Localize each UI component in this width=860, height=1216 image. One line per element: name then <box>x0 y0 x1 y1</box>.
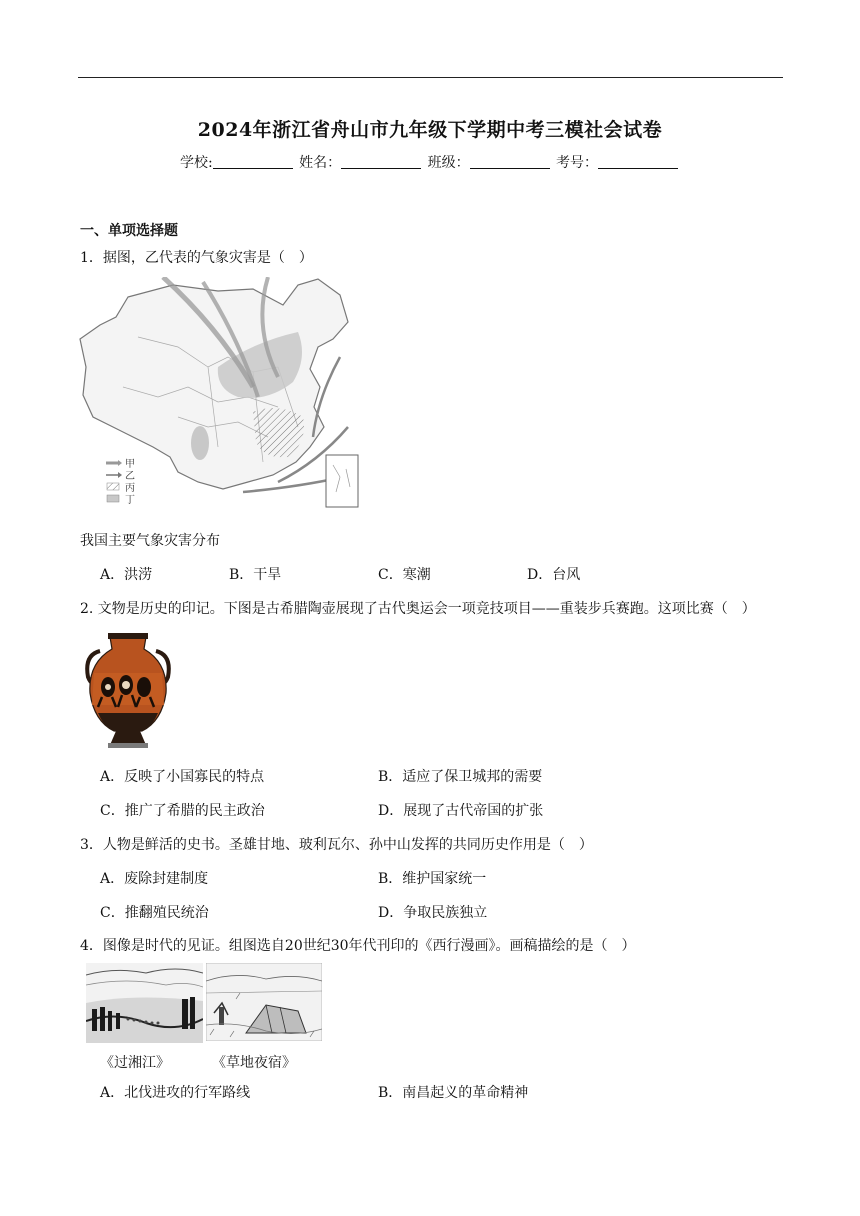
q4-option-b[interactable]: B．南昌起义的革命精神 <box>378 1085 529 1101</box>
south-sea-inset <box>326 455 358 507</box>
name-blank[interactable] <box>341 154 421 169</box>
legend-ding: 丁 <box>125 495 135 506</box>
name-label: 姓名： <box>299 155 342 171</box>
exam-no-label: 考号： <box>556 155 599 171</box>
class-label: 班级： <box>427 155 470 171</box>
question-4-stem: 4．图像是时代的见证。组图选自20世纪30年代刊印的《西行漫画》。画稿描绘的是（ ） <box>80 938 636 954</box>
q4-caption-xiang-river: 《过湘江》 <box>100 1055 170 1071</box>
q2-option-d[interactable]: D．展现了古代帝国的扩张 <box>378 803 544 819</box>
map-outline <box>80 279 348 489</box>
sketch-crossing-xiang-river <box>86 963 203 1043</box>
legend-bing: 丙 <box>125 483 135 494</box>
drought-area-sw <box>191 426 209 460</box>
question-3-stem: 3．人物是鲜活的史书。圣雄甘地、玻利瓦尔、孙中山发挥的共同历史作用是（ ） <box>80 837 593 853</box>
question-1-stem: 1．据图，乙代表的气象灾害是（ ） <box>80 250 313 266</box>
q1-option-c[interactable]: C．寒潮 <box>378 567 431 583</box>
legend-yi: 乙 <box>125 471 135 482</box>
q3-option-a[interactable]: A．废除封建制度 <box>100 871 209 887</box>
q2-option-b[interactable]: B．适应了保卫城邦的需要 <box>378 769 543 785</box>
q3-option-c[interactable]: C．推翻殖民统治 <box>100 905 209 921</box>
page-title: 2024年浙江省舟山市九年级下学期中考三模社会试卷 <box>197 119 663 141</box>
q4-caption-grassland-night: 《草地夜宿》 <box>212 1055 296 1071</box>
weather-disaster-map <box>78 277 363 517</box>
school-label: 学校: <box>179 155 213 171</box>
q2-option-a[interactable]: A．反映了小国寡民的特点 <box>100 769 265 785</box>
section-title: 一、单项选择题 <box>80 223 178 239</box>
question-2-stem: 2. 文物是历史的印记。下图是古希腊陶壶展现了古代奥运会一项竞技项目——重装步兵赛跑。这项比赛（ ） <box>80 601 756 617</box>
q1-option-d[interactable]: D．台风 <box>527 567 581 583</box>
q2-option-c[interactable]: C．推广了希腊的民主政治 <box>100 803 265 819</box>
q3-option-d[interactable]: D．争取民族独立 <box>378 905 488 921</box>
map-legend <box>106 458 135 506</box>
q3-option-b[interactable]: B．维护国家统一 <box>378 871 487 887</box>
school-blank[interactable] <box>213 154 293 169</box>
q1-option-b[interactable]: B．干旱 <box>229 567 282 583</box>
question-1-figure-caption: 我国主要气象灾害分布 <box>80 533 220 549</box>
class-blank[interactable] <box>470 154 550 169</box>
header-rule <box>78 77 783 78</box>
student-info-line <box>0 152 860 172</box>
q4-option-a[interactable]: A．北伐进攻的行军路线 <box>100 1085 251 1101</box>
exam-no-blank[interactable] <box>598 154 678 169</box>
legend-jia: 甲 <box>125 459 135 470</box>
q1-option-a[interactable]: A．洪涝 <box>100 567 153 583</box>
greek-amphora-image <box>82 633 174 751</box>
sketch-grassland-night-camp <box>206 963 322 1041</box>
